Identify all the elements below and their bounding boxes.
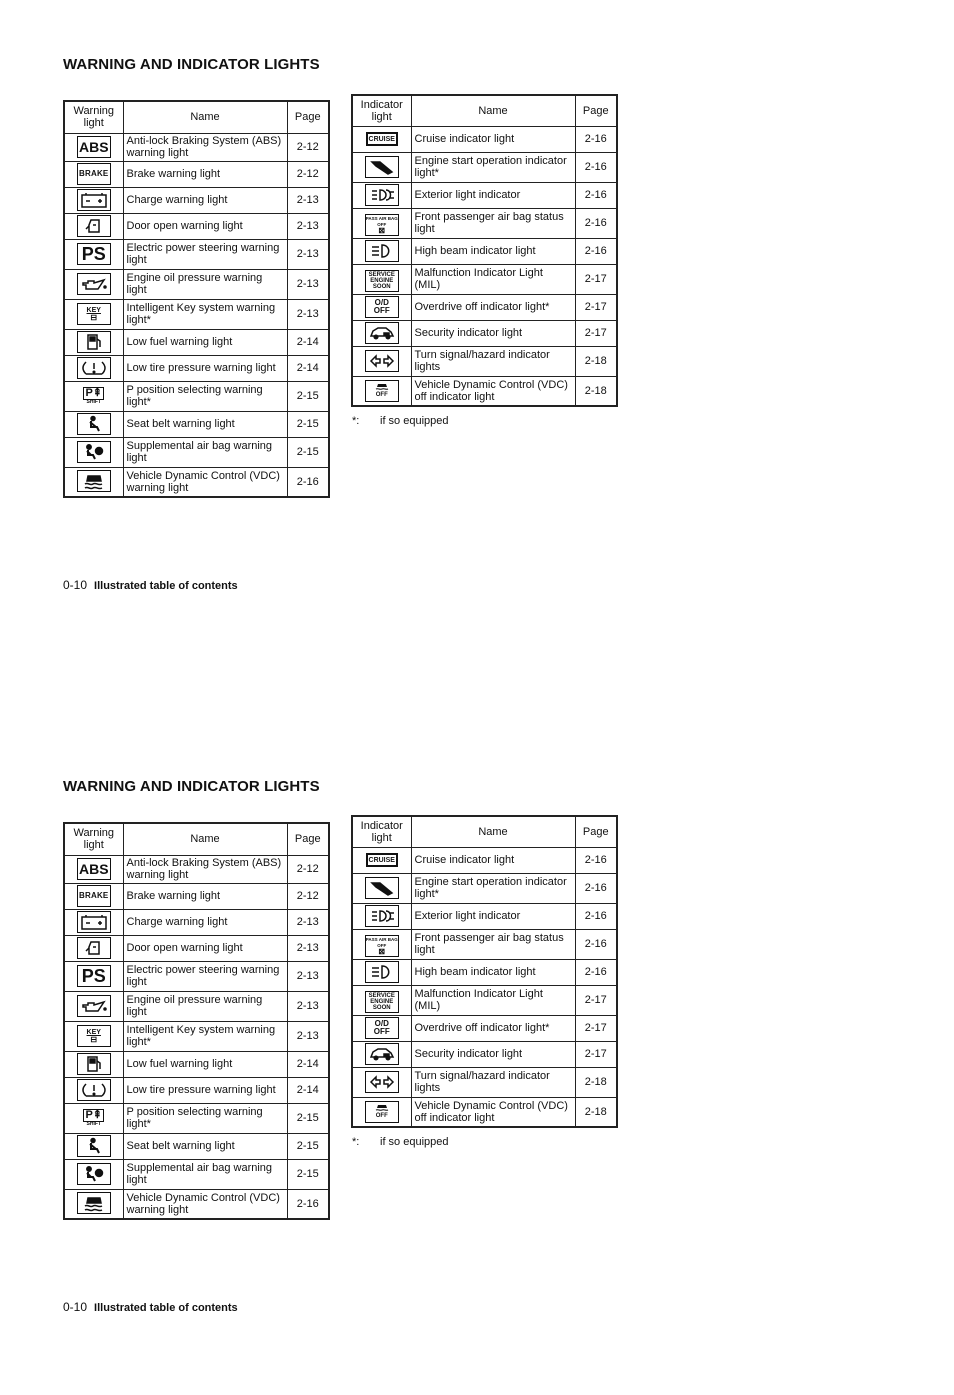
light-name: Engine oil pressure warning light	[123, 269, 287, 299]
fuel-pump-icon	[77, 1053, 111, 1075]
light-name: Charge warning light	[123, 909, 287, 935]
light-name: Engine start operation indicator light*	[411, 873, 575, 903]
page-reference: 2-12	[287, 855, 329, 883]
page-reference: 2-13	[287, 935, 329, 961]
light-name: Vehicle Dynamic Control (VDC) warning light	[123, 467, 287, 497]
footnote-mark: *:	[352, 415, 360, 427]
indicator-table-body	[352, 847, 617, 1127]
power-steering-icon	[64, 961, 123, 991]
table-row	[352, 376, 617, 406]
pass-airbag-off-icon: PASS AIR BAG OFF ⊠	[365, 936, 398, 956]
table-row	[64, 883, 329, 909]
indicator-lights-table	[351, 815, 618, 1128]
turn-signal-icon	[365, 1071, 399, 1093]
engine-start-icon	[352, 152, 411, 182]
service-engine-soon-icon: SERVICE ENGINE SOON	[365, 270, 399, 292]
airbag-icon	[77, 441, 111, 463]
airbag-icon	[77, 1163, 111, 1185]
table-row	[64, 1103, 329, 1133]
light-name: Door open warning light	[123, 935, 287, 961]
cruise-icon	[352, 847, 411, 873]
table-row	[64, 299, 329, 329]
security-car-icon	[352, 1041, 411, 1067]
exterior-light-icon	[365, 184, 399, 206]
abs-icon	[64, 133, 123, 161]
power-steering-icon: PS	[77, 243, 111, 265]
table-row	[64, 213, 329, 239]
page-footer	[63, 1300, 238, 1314]
page-reference: 2-17	[575, 264, 617, 294]
high-beam-icon	[365, 961, 399, 983]
table-row	[352, 320, 617, 346]
light-name: Intelligent Key system warning light*	[123, 1021, 287, 1051]
page-footer	[63, 578, 238, 592]
turn-signal-icon	[352, 1067, 411, 1097]
battery-icon	[64, 187, 123, 213]
oil-can-icon	[64, 991, 123, 1021]
light-name: Supplemental air bag warning light	[123, 1159, 287, 1189]
abs-icon: ABS	[77, 858, 111, 880]
light-name: Charge warning light	[123, 187, 287, 213]
airbag-icon	[64, 1159, 123, 1189]
light-name: Anti-lock Braking System (ABS) warning light	[123, 133, 287, 161]
table-row	[64, 239, 329, 269]
page-reference: 2-16	[575, 208, 617, 238]
light-name: Brake warning light	[123, 883, 287, 909]
page-reference: 2-16	[575, 929, 617, 959]
page-reference: 2-13	[287, 961, 329, 991]
high-beam-icon	[365, 240, 399, 262]
page-reference: 2-12	[287, 883, 329, 909]
column-header-page: Page	[575, 816, 617, 847]
page-heading: WARNING AND INDICATOR LIGHTS	[63, 778, 320, 795]
table-row	[64, 909, 329, 935]
light-name: Door open warning light	[123, 213, 287, 239]
light-name: Electric power steering warning light	[123, 961, 287, 991]
light-name: High beam indicator light	[411, 959, 575, 985]
fuel-pump-icon	[64, 329, 123, 355]
seat-belt-icon	[64, 411, 123, 437]
footer-title: Illustrated table of contents	[94, 580, 238, 592]
page-reference: 2-18	[575, 1097, 617, 1127]
p-shift-icon: P⇞ SHIFT	[85, 387, 103, 405]
key-icon	[64, 1021, 123, 1051]
light-name: Turn signal/hazard indicator lights	[411, 346, 575, 376]
page-reference: 2-16	[575, 959, 617, 985]
table-row	[352, 182, 617, 208]
brake-icon: BRAKE	[77, 885, 111, 907]
page-reference: 2-16	[287, 1189, 329, 1219]
page-reference: 2-17	[575, 1041, 617, 1067]
page-reference: 2-13	[287, 213, 329, 239]
column-header-name: Name	[411, 95, 575, 126]
light-name: High beam indicator light	[411, 238, 575, 264]
pass-airbag-off-icon: PASS AIR BAG OFF ⊠	[365, 215, 398, 235]
p-shift-icon: P⇞ SHIFT	[85, 1109, 103, 1127]
door-open-icon	[77, 937, 111, 959]
table-row	[64, 935, 329, 961]
light-name: Seat belt warning light	[123, 1133, 287, 1159]
table-row	[64, 269, 329, 299]
footnote	[352, 415, 449, 427]
indicator-lights-table	[351, 94, 618, 407]
footnote-text: if so equipped	[380, 1136, 449, 1148]
page-number: 0-10	[63, 578, 88, 592]
page-reference: 2-14	[287, 355, 329, 381]
page-reference: 2-17	[575, 294, 617, 320]
column-header-warning-light: Warning light	[64, 101, 123, 133]
battery-icon	[64, 909, 123, 935]
light-name: Malfunction Indicator Light (MIL)	[411, 264, 575, 294]
service-engine-soon-icon: SERVICE ENGINE SOON	[365, 991, 399, 1013]
page-reference: 2-16	[575, 847, 617, 873]
table-row	[352, 208, 617, 238]
page-reference: 2-13	[287, 299, 329, 329]
page-reference: 2-13	[287, 239, 329, 269]
table-row	[64, 133, 329, 161]
light-name: Low fuel warning light	[123, 1051, 287, 1077]
table-row	[352, 126, 617, 152]
table-row	[352, 152, 617, 182]
column-header-indicator-light: Indicator light	[352, 816, 411, 847]
page-reference: 2-13	[287, 1021, 329, 1051]
light-name: Low fuel warning light	[123, 329, 287, 355]
page-reference: 2-15	[287, 437, 329, 467]
table-row	[352, 929, 617, 959]
vdc-off-icon	[352, 376, 411, 406]
column-header-name: Name	[123, 101, 287, 133]
light-name: Front passenger air bag status light	[411, 208, 575, 238]
table-row	[64, 855, 329, 883]
oil-can-icon	[77, 995, 111, 1017]
page-number: 0-10	[63, 1300, 88, 1314]
light-name: Engine start operation indicator light*	[411, 152, 575, 182]
light-name: Security indicator light	[411, 1041, 575, 1067]
key-icon: KEY ⊟	[77, 1025, 111, 1047]
column-header-name: Name	[123, 823, 287, 855]
page-reference: 2-12	[287, 133, 329, 161]
table-row	[352, 985, 617, 1015]
light-name: Exterior light indicator	[411, 182, 575, 208]
page-reference: 2-13	[287, 909, 329, 935]
fuel-pump-icon	[77, 331, 111, 353]
tire-pressure-icon	[64, 355, 123, 381]
light-name: Vehicle Dynamic Control (VDC) off indicator light	[411, 1097, 575, 1127]
warning-lights-table	[63, 100, 330, 498]
table-row	[352, 294, 617, 320]
column-header-page: Page	[287, 823, 329, 855]
table-row	[352, 238, 617, 264]
tire-pressure-icon	[77, 1079, 111, 1101]
footnote	[352, 1136, 449, 1148]
light-name: Electric power steering warning light	[123, 239, 287, 269]
tire-pressure-icon	[77, 357, 111, 379]
page-reference: 2-16	[575, 152, 617, 182]
light-name: Brake warning light	[123, 161, 287, 187]
table-row	[64, 437, 329, 467]
door-open-icon	[64, 213, 123, 239]
page-reference: 2-17	[575, 985, 617, 1015]
airbag-icon	[64, 437, 123, 467]
battery-icon	[77, 911, 111, 933]
light-name: Engine oil pressure warning light	[123, 991, 287, 1021]
light-name: Intelligent Key system warning light*	[123, 299, 287, 329]
light-name: P position selecting warning light*	[123, 1103, 287, 1133]
column-header-page: Page	[575, 95, 617, 126]
high-beam-icon	[352, 959, 411, 985]
page-reference: 2-17	[575, 320, 617, 346]
seat-belt-icon	[64, 1133, 123, 1159]
page-reference: 2-17	[575, 1015, 617, 1041]
table-row	[352, 959, 617, 985]
column-header-warning-light: Warning light	[64, 823, 123, 855]
engine-start-icon	[352, 873, 411, 903]
table-row	[64, 411, 329, 437]
page-reference: 2-14	[287, 1051, 329, 1077]
od-off-icon	[352, 294, 411, 320]
od-off-icon	[352, 1015, 411, 1041]
p-shift-icon	[64, 381, 123, 411]
tire-pressure-icon	[64, 1077, 123, 1103]
vdc-off-icon: OFF	[365, 380, 399, 402]
vdc-icon	[77, 470, 111, 492]
light-name: Turn signal/hazard indicator lights	[411, 1067, 575, 1097]
table-row	[64, 1189, 329, 1219]
page-reference: 2-18	[575, 376, 617, 406]
light-name: Overdrive off indicator light*	[411, 294, 575, 320]
page-reference: 2-13	[287, 269, 329, 299]
footnote-mark: *:	[352, 1136, 360, 1148]
seat-belt-icon	[77, 1135, 111, 1157]
light-name: Security indicator light	[411, 320, 575, 346]
column-header-page: Page	[287, 101, 329, 133]
table-row	[64, 1077, 329, 1103]
table-row	[64, 1159, 329, 1189]
vdc-icon	[77, 1192, 111, 1214]
light-name: Malfunction Indicator Light (MIL)	[411, 985, 575, 1015]
footnote-text: if so equipped	[380, 415, 449, 427]
page-reference: 2-13	[287, 187, 329, 213]
page-reference: 2-15	[287, 1133, 329, 1159]
pass-airbag-off-icon	[352, 929, 411, 959]
table-row	[64, 329, 329, 355]
page-reference: 2-12	[287, 161, 329, 187]
battery-icon	[77, 189, 111, 211]
vdc-off-icon: OFF	[365, 1101, 399, 1123]
cruise-icon: CRUISE	[366, 132, 398, 146]
page-heading: WARNING AND INDICATOR LIGHTS	[63, 56, 320, 73]
light-name: Low tire pressure warning light	[123, 1077, 287, 1103]
exterior-light-icon	[352, 182, 411, 208]
engine-start-icon	[365, 156, 399, 178]
oil-can-icon	[77, 273, 111, 295]
seat-belt-icon	[77, 413, 111, 435]
od-off-icon: O/D OFF	[365, 296, 399, 318]
table-row	[352, 873, 617, 903]
brake-icon	[64, 883, 123, 909]
turn-signal-icon	[365, 350, 399, 372]
column-header-indicator-light: Indicator light	[352, 95, 411, 126]
page-reference: 2-14	[287, 1077, 329, 1103]
page-reference: 2-13	[287, 991, 329, 1021]
page-reference: 2-14	[287, 329, 329, 355]
security-car-icon	[352, 320, 411, 346]
page-reference: 2-16	[287, 467, 329, 497]
page-reference: 2-18	[575, 346, 617, 376]
light-name: Anti-lock Braking System (ABS) warning light	[123, 855, 287, 883]
p-shift-icon	[64, 1103, 123, 1133]
light-name: Vehicle Dynamic Control (VDC) warning light	[123, 1189, 287, 1219]
light-name: Exterior light indicator	[411, 903, 575, 929]
light-name: P position selecting warning light*	[123, 381, 287, 411]
table-row	[352, 1015, 617, 1041]
service-engine-soon-icon	[352, 264, 411, 294]
light-name: Cruise indicator light	[411, 126, 575, 152]
page-reference: 2-15	[287, 381, 329, 411]
column-header-name: Name	[411, 816, 575, 847]
page-reference: 2-18	[575, 1067, 617, 1097]
light-name: Seat belt warning light	[123, 411, 287, 437]
table-row	[64, 961, 329, 991]
light-name: Supplemental air bag warning light	[123, 437, 287, 467]
security-car-icon	[365, 322, 399, 344]
table-row	[64, 1021, 329, 1051]
page-upper	[0, 0, 954, 675]
indicator-table-body	[352, 126, 617, 406]
oil-can-icon	[64, 269, 123, 299]
table-row	[64, 161, 329, 187]
light-name: Low tire pressure warning light	[123, 355, 287, 381]
high-beam-icon	[352, 238, 411, 264]
table-row	[352, 847, 617, 873]
table-row	[352, 264, 617, 294]
table-row	[352, 1067, 617, 1097]
page-reference: 2-15	[287, 1159, 329, 1189]
table-row	[64, 1133, 329, 1159]
brake-icon	[64, 161, 123, 187]
table-row	[64, 381, 329, 411]
vdc-icon	[64, 467, 123, 497]
table-row	[64, 991, 329, 1021]
cruise-icon	[352, 126, 411, 152]
door-open-icon	[77, 215, 111, 237]
vdc-icon	[64, 1189, 123, 1219]
fuel-pump-icon	[64, 1051, 123, 1077]
page-reference: 2-15	[287, 411, 329, 437]
door-open-icon	[64, 935, 123, 961]
table-row	[64, 187, 329, 213]
abs-icon: ABS	[77, 136, 111, 158]
power-steering-icon: PS	[77, 965, 111, 987]
table-row	[64, 467, 329, 497]
table-row	[352, 1097, 617, 1127]
page-reference: 2-16	[575, 903, 617, 929]
page-reference: 2-16	[575, 238, 617, 264]
table-row	[64, 1051, 329, 1077]
warning-table-body	[64, 133, 329, 497]
abs-icon	[64, 855, 123, 883]
vdc-off-icon	[352, 1097, 411, 1127]
od-off-icon: O/D OFF	[365, 1017, 399, 1039]
turn-signal-icon	[352, 346, 411, 376]
light-name: Vehicle Dynamic Control (VDC) off indicator light	[411, 376, 575, 406]
table-row	[64, 355, 329, 381]
security-car-icon	[365, 1043, 399, 1065]
exterior-light-icon	[352, 903, 411, 929]
page-reference: 2-15	[287, 1103, 329, 1133]
brake-icon: BRAKE	[77, 163, 111, 185]
page-reference: 2-16	[575, 873, 617, 903]
key-icon	[64, 299, 123, 329]
key-icon: KEY ⊟	[77, 303, 111, 325]
power-steering-icon	[64, 239, 123, 269]
warning-lights-table	[63, 822, 330, 1220]
warning-table-body	[64, 855, 329, 1219]
footer-title: Illustrated table of contents	[94, 1302, 238, 1314]
engine-start-icon	[365, 877, 399, 899]
page-lower	[0, 720, 954, 1395]
light-name: Cruise indicator light	[411, 847, 575, 873]
exterior-light-icon	[365, 905, 399, 927]
page-reference: 2-16	[575, 126, 617, 152]
table-row	[352, 903, 617, 929]
table-row	[352, 1041, 617, 1067]
light-name: Front passenger air bag status light	[411, 929, 575, 959]
light-name: Overdrive off indicator light*	[411, 1015, 575, 1041]
page-reference: 2-16	[575, 182, 617, 208]
cruise-icon: CRUISE	[366, 853, 398, 867]
service-engine-soon-icon	[352, 985, 411, 1015]
pass-airbag-off-icon	[352, 208, 411, 238]
table-row	[352, 346, 617, 376]
